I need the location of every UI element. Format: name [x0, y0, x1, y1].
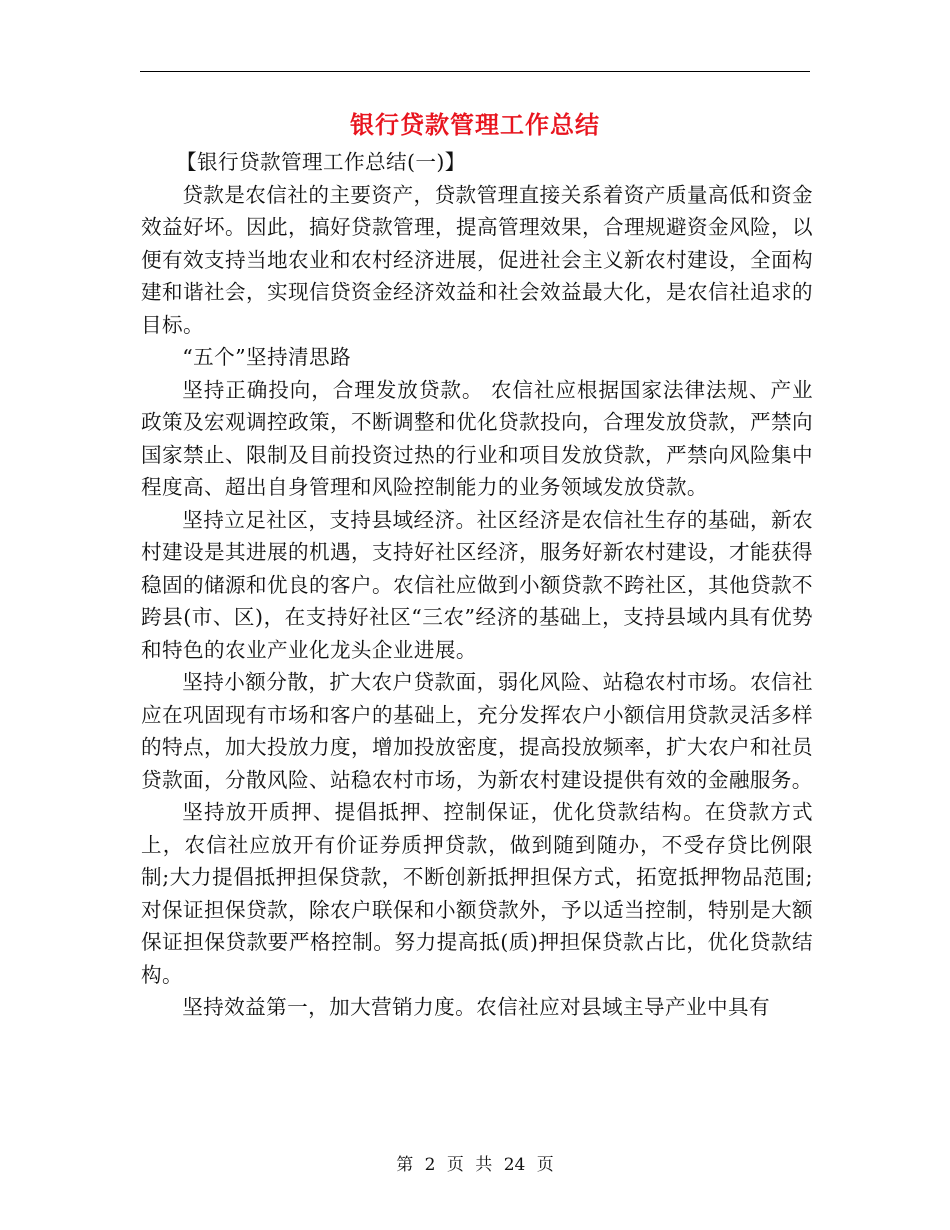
- body-paragraph: 贷款是农信社的主要资产，贷款管理直接关系着资产质量高低和资金效益好坏。因此，搞好贷款管理，提高管理效果，合理规避资金风险，以便有效支持当地农业和农村经济进展，促进社会主义新农村建设，全面构建和谐社会，实现信贷资金经济效益和社会效益最大化，是农信社追求的目标。: [141, 182, 813, 337]
- body-paragraph: 坚持立足社区，支持县域经济。社区经济是农信社生存的基础，新农村建设是其进展的机遇，支持好社区经济，服务好新农村建设，才能获得稳固的储源和优良的客户。农信社应做到小额贷款不跨社区，其他贷款不跨县(市、区)，在支持好社区“三农”经济的基础上，支持县域内具有优势和特色的农业产业化龙头企业进展。: [141, 507, 813, 662]
- body-paragraph: 坚持正确投向，合理发放贷款。 农信社应根据国家法律法规、产业政策及宏观调控政策，不断调整和优化贷款投向，合理发放贷款，严禁向国家禁止、限制及目前投资过热的行业和项目发放贷款，严禁向风险集中程度高、超出自身管理和风险控制能力的业务领域发放贷款。: [141, 377, 813, 499]
- body-paragraph: 坚持放开质押、提倡抵押、控制保证，优化贷款结构。在贷款方式上，农信社应放开有价证券质押贷款，做到随到随办，不受存贷比例限制;大力提倡抵押担保贷款，不断创新抵押担保方式，拓宽抵押物品范围;对保证担保贷款，除农户联保和小额贷款外，予以适当控制，特别是大额保证担保贷款要严格控制。努力提高抵(质)押担保贷款占比，优化贷款结构。: [141, 800, 813, 987]
- section-heading: 【银行贷款管理工作总结(一)】: [176, 150, 466, 174]
- document-body: [141, 146, 813, 1024]
- body-paragraph: 坚持效益第一，加大营销力度。农信社应对县域主导产业中具有: [182, 995, 771, 1019]
- page-number: 第 2 页 共 24 页: [396, 1155, 554, 1175]
- document-title: 银行贷款管理工作总结: [350, 110, 600, 139]
- subsection-heading: “五个”坚持清思路: [182, 345, 351, 369]
- header-rule: [140, 71, 810, 72]
- body-paragraph: 坚持小额分散，扩大农户贷款面，弱化风险、站稳农村市场。农信社应在巩固现有市场和客户的基础上，充分发挥农户小额信用贷款灵活多样的特点，加大投放力度，增加投放密度，提高投放频率，扩大农户和社员贷款面，分散风险、站稳农村市场，为新农村建设提供有效的金融服务。: [141, 670, 813, 792]
